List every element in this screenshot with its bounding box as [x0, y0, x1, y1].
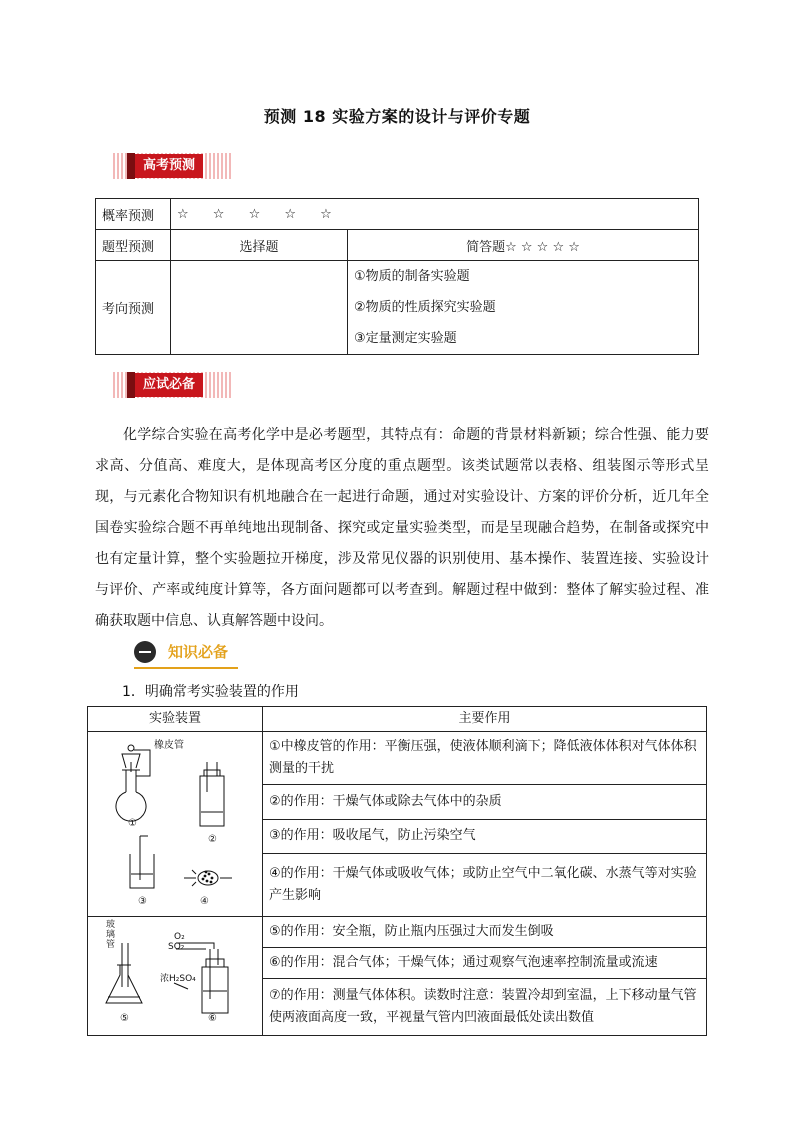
- row-label-direction: 考向预测: [96, 261, 171, 355]
- banner-label: 应试必备: [135, 373, 203, 397]
- type-choice: 选择题: [171, 230, 348, 261]
- apparatus-table: [87, 706, 707, 1036]
- header-function: 主要作用: [263, 707, 707, 732]
- row-label-probability: 概率预测: [96, 199, 171, 230]
- direction-item: ②物质的性质探究实验题: [354, 300, 496, 315]
- forecast-table: [95, 198, 699, 355]
- knowledge-heading-text: 知识必备: [168, 643, 229, 661]
- label-n2: ②: [208, 834, 217, 845]
- subheading: 1．明确常考实验装置的作用: [122, 684, 299, 700]
- direction-items: [348, 261, 699, 355]
- label-rubber-tube: 橡皮管: [154, 740, 184, 751]
- apparatus-diagram-group-2: [88, 917, 263, 1036]
- header-apparatus: 实验装置: [88, 707, 263, 732]
- minus-circle-icon: [134, 641, 156, 663]
- direction-empty-cell: [171, 261, 348, 355]
- probability-stars: ☆ ☆ ☆ ☆ ☆: [171, 199, 699, 230]
- apparatus-5-6-diagram: [88, 917, 262, 1027]
- label-glass-3: 管: [106, 940, 116, 950]
- label-n5: ⑤: [120, 1013, 129, 1024]
- apparatus-diagram-group-1: [88, 732, 263, 917]
- label-so2: SO₂: [168, 942, 185, 952]
- function-row: ⑤的作用：安全瓶，防止瓶内压强过大而发生倒吸: [263, 917, 707, 948]
- row-label-type: 题型预测: [96, 230, 171, 261]
- function-row: ①中橡皮管的作用：平衡压强，使液体顺利滴下；降低液体体积对气体体积测量的干扰: [263, 732, 707, 785]
- direction-item: ①物质的制备实验题: [354, 269, 470, 284]
- label-n1: ①: [128, 818, 137, 829]
- type-short-answer: 简答题☆ ☆ ☆ ☆ ☆: [348, 230, 699, 261]
- function-row: ⑦的作用：测量气体体积。读数时注意：装置冷却到室温，上下移动量气管使两液面高度一致，平视量气管内凹液面最低处读出数值: [263, 979, 707, 1036]
- function-row: ⑥的作用：混合气体；干燥气体；通过观察气泡速率控制流量或流速: [263, 948, 707, 979]
- direction-item: ③定量测定实验题: [354, 331, 457, 346]
- section-banner-forecast: [113, 153, 231, 179]
- intro-paragraph: 化学综合实验在高考化学中是必考题型，其特点有：命题的背景材料新颖；综合性强、能力要求高、分值高、难度大，是体现高考区分度的重点题型。该类试题常以表格、组装图示等形式呈现，与元素化合物知识有机地融合在一起进行命题，通过对实验设计、方案的评价分析，近几年全国卷实验综合题不再单纯地出现制备、探究或定量实验类型，而是呈现融合趋势，在制备或探究中也有定量计算，整个实验题拉开梯度，涉及常见仪器的识别使用、基本操作、装置连接、实验设计与评价、产率或纯度计算等，各方面问题都可以考查到。解题过程中做到：整体了解实验过程、准确获取题中信息、认真解答题中设问。: [95, 427, 709, 629]
- banner-label: 高考预测: [135, 154, 203, 178]
- function-row: ④的作用：干燥气体或吸收气体；或防止空气中二氧化碳、水蒸气等对实验产生影响: [263, 854, 707, 917]
- label-o2: O₂: [174, 932, 185, 942]
- label-h2so4: 浓H₂SO₄: [160, 974, 196, 984]
- label-n3: ③: [138, 896, 147, 907]
- label-glass-2: 璃: [106, 930, 116, 940]
- label-n4: ④: [200, 896, 209, 907]
- page-title: 预测 18 实验方案的设计与评价专题: [263, 107, 531, 126]
- label-glass-1: 玻: [106, 920, 116, 930]
- function-row: ②的作用：干燥气体或除去气体中的杂质: [263, 785, 707, 820]
- label-n6: ⑥: [208, 1013, 217, 1024]
- function-row: ③的作用：吸收尾气，防止污染空气: [263, 819, 707, 854]
- section-banner-preparation: [113, 372, 231, 398]
- apparatus-1-4-diagram: [88, 732, 262, 908]
